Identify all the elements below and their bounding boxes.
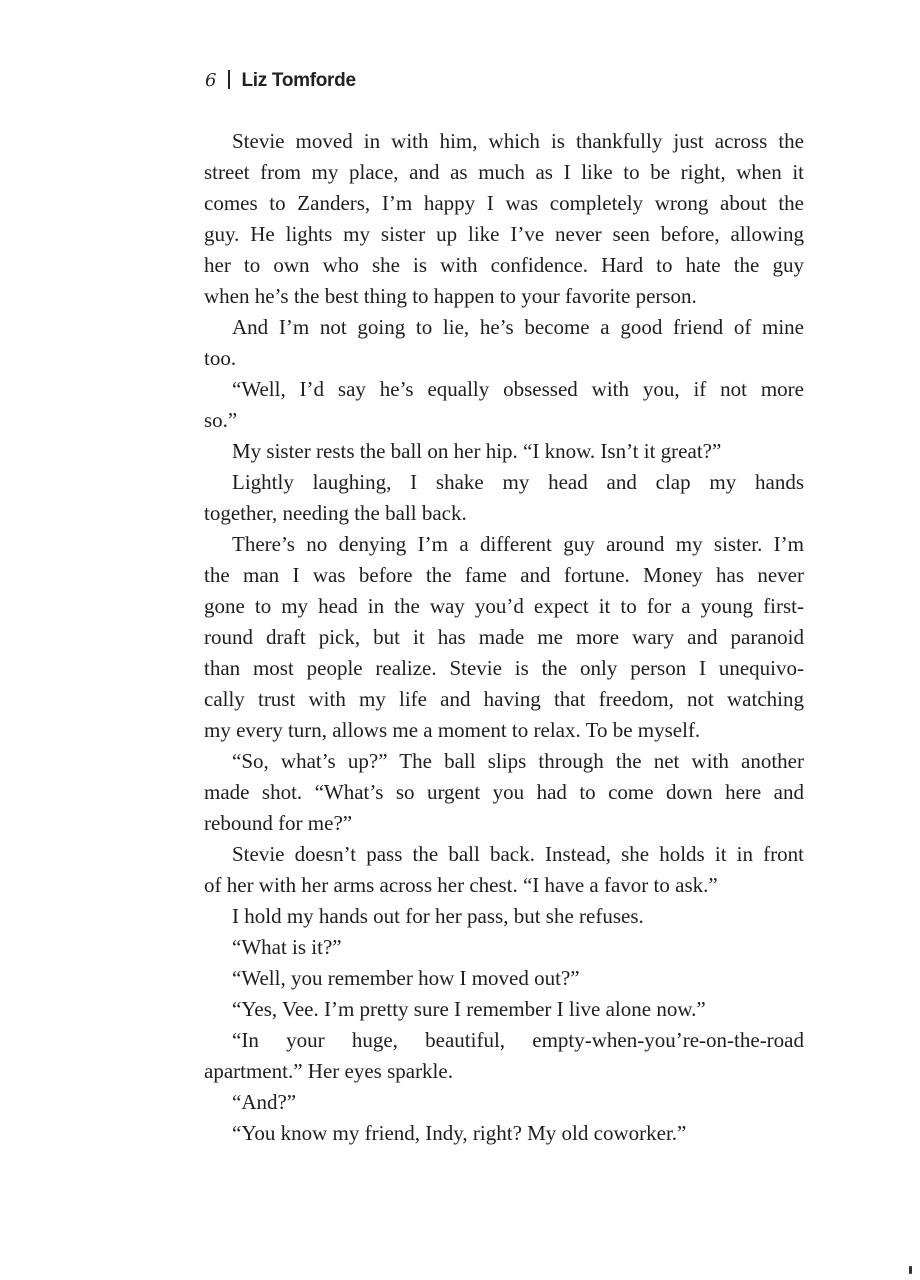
paragraph: [204, 839, 804, 901]
paragraph: [204, 1025, 804, 1087]
text-line: round draft pick, but it has made me more wary and paranoid: [204, 625, 804, 649]
text-line: Lightly laughing, I shake my head and clap my hands: [232, 470, 804, 494]
paragraph: [204, 126, 804, 312]
text-line: guy. He lights my sister up like I’ve never seen before, allowing: [204, 222, 804, 246]
running-header: [205, 70, 356, 92]
text-line: when he’s the best thing to happen to your favorite person.: [204, 284, 697, 308]
text-line: “In your huge, beautiful, empty-when-you’re-on-the-road: [232, 1028, 804, 1052]
text-line: her to own who she is with confidence. Hard to hate the guy: [204, 253, 804, 277]
text-line: “Yes, Vee. I’m pretty sure I remember I live alone now.”: [232, 997, 706, 1021]
text-line: than most people realize. Stevie is the only person I unequivo-: [204, 656, 804, 680]
text-line: made shot. “What’s so urgent you had to come down here and: [204, 780, 804, 804]
text-line: street from my place, and as much as I like to be right, when it: [204, 160, 804, 184]
text-line: so.”: [204, 408, 238, 432]
paragraph: [204, 467, 804, 529]
paragraph: [204, 1087, 804, 1118]
paragraph: [204, 436, 804, 467]
text-line: “What is it?”: [232, 935, 342, 959]
text-line: “You know my friend, Indy, right? My old coworker.”: [232, 1121, 687, 1145]
header-separator: [228, 70, 230, 89]
text-line: my every turn, allows me a moment to relax. To be myself.: [204, 718, 701, 742]
text-line: Stevie doesn’t pass the ball back. Instead, she holds it in front: [232, 842, 804, 866]
text-line: And I’m not going to lie, he’s become a good friend of mine: [232, 315, 804, 339]
text-line: too.: [204, 346, 237, 370]
paragraph: [204, 529, 804, 746]
text-line: apartment.” Her eyes sparkle.: [204, 1059, 453, 1083]
text-line: There’s no denying I’m a different guy around my sister. I’m: [232, 532, 804, 556]
text-line: gone to my head in the way you’d expect it to for a young first-: [204, 594, 804, 618]
page-edge-mark: [909, 1266, 912, 1274]
text-line: Stevie moved in with him, which is thankfully just across the: [232, 129, 804, 153]
text-line: together, needing the ball back.: [204, 501, 467, 525]
text-line: rebound for me?”: [204, 811, 353, 835]
paragraph: [204, 374, 804, 436]
paragraph: [204, 1118, 804, 1149]
text-line: “So, what’s up?” The ball slips through the net with another: [232, 749, 804, 773]
text-line: “Well, you remember how I moved out?”: [232, 966, 580, 990]
text-line: comes to Zanders, I’m happy I was completely wrong about the: [204, 191, 804, 215]
paragraph: [204, 932, 804, 963]
paragraph: [204, 901, 804, 932]
text-line: My sister rests the ball on her hip. “I know. Isn’t it great?”: [232, 439, 722, 463]
text-line: “And?”: [232, 1090, 297, 1114]
paragraph: [204, 963, 804, 994]
text-line: of her with her arms across her chest. “I have a favor to ask.”: [204, 873, 718, 897]
author-name: Liz Tomforde: [241, 70, 356, 91]
body-text: [204, 126, 804, 1149]
paragraph: [204, 746, 804, 839]
text-line: “Well, I’d say he’s equally obsessed with you, if not more: [232, 377, 804, 401]
text-line: I hold my hands out for her pass, but she refuses.: [232, 904, 644, 928]
text-line: the man I was before the fame and fortune. Money has never: [204, 563, 804, 587]
text-line: cally trust with my life and having that freedom, not watching: [204, 687, 804, 711]
page-number: 6: [205, 70, 217, 91]
paragraph: [204, 312, 804, 374]
paragraph: [204, 994, 804, 1025]
